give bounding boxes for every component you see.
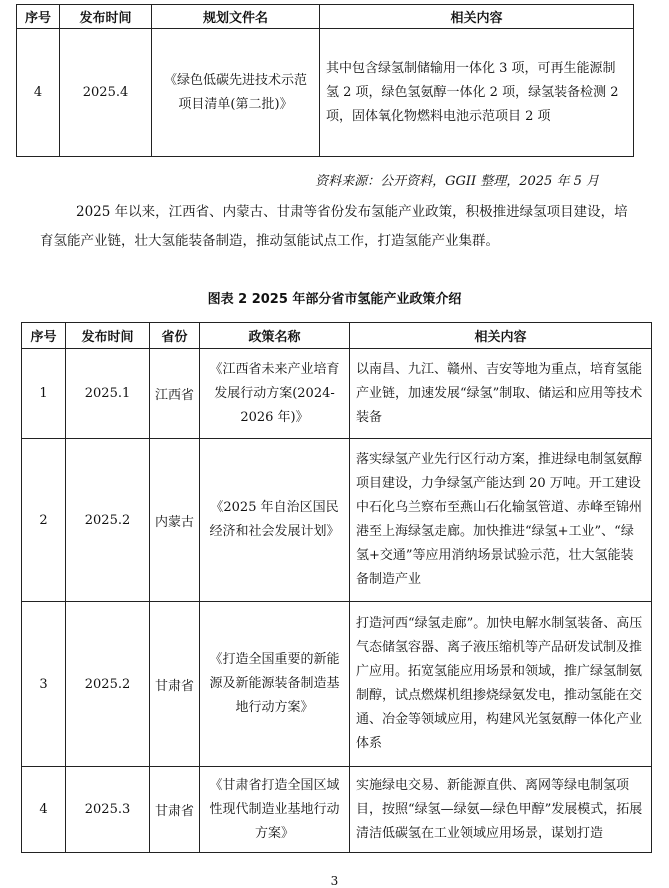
header-cell: 相关内容: [320, 5, 634, 29]
header-cell: 序号: [22, 323, 66, 349]
cell-num: 4: [17, 29, 60, 157]
cell-content: 实施绿电交易、新能源直供、离网等绿电制氢项目，按照“绿氢—绿氨—绿色甲醇”发展模式，拓展清洁低碳氢在工业领域应用场景，谋划打造: [350, 767, 652, 853]
cell-policy-name: 《2025 年自治区国民经济和社会发展计划》: [200, 439, 350, 602]
cell-province: 江西省: [150, 349, 200, 439]
table-row: [22, 602, 652, 767]
cell-content: 以南昌、九江、赣州、吉安等地为重点，培育氢能产业链，加速发展“绿氢”制取、储运和应用等技术装备: [350, 349, 652, 439]
cell-content: 其中包含绿氢制储输用一体化 3 项，可再生能源制氢 2 项，绿色氢氨醇一体化 2 项，绿氢装备检测 2 项，固体氧化物燃料电池示范项目 2 项: [320, 29, 634, 157]
cell-num: 1: [22, 349, 66, 439]
cell-province: 内蒙古: [150, 439, 200, 602]
cell-policy-name: 《甘肃省打造全国区域性现代制造业基地行动方案》: [200, 767, 350, 853]
body-paragraph: 2025 年以来，江西省、内蒙古、甘肃等省份发布氢能产业政策，积极推进绿氢项目建设，培育氢能产业链，壮大氢能装备制造，推动氢能试点工作，打造氢能产业集群。: [40, 204, 628, 249]
table-provincial-policies: [21, 322, 652, 853]
figure-caption: 图表 2 2025 年部分省市氢能产业政策介绍: [207, 292, 462, 307]
header-cell: 发布时间: [66, 323, 150, 349]
header-cell: 规划文件名: [152, 5, 320, 29]
table-row: [17, 29, 634, 157]
cell-num: 3: [22, 602, 66, 767]
header-cell: 省份: [150, 323, 200, 349]
table-row: [22, 349, 652, 439]
cell-date: 2025.1: [66, 349, 150, 439]
cell-date: 2025.2: [66, 602, 150, 767]
cell-num: 4: [22, 767, 66, 853]
cell-date: 2025.4: [60, 29, 152, 157]
header-cell: 发布时间: [60, 5, 152, 29]
cell-date: 2025.2: [66, 439, 150, 602]
header-cell: 政策名称: [200, 323, 350, 349]
table-header-row: [17, 5, 634, 29]
cell-num: 2: [22, 439, 66, 602]
table-row: [22, 767, 652, 853]
cell-content: 落实绿氢产业先行区行动方案，推进绿电制氢氨醇项目建设，力争绿氢产能达到 20 万吨。开工建设中石化乌兰察布至燕山石化输氢管道、赤峰至锦州港至上海绿氢走廊。加快推进“绿氢+工业”、“绿氢+交通”等应用消纳场景试验示范，壮大氢能装备制造产业: [350, 439, 652, 602]
table-row: [22, 439, 652, 602]
cell-province: 甘肃省: [150, 767, 200, 853]
cell-policy-name: 《打造全国重要的新能源及新能源装备制造基地行动方案》: [200, 602, 350, 767]
cell-content: 打造河西“绿氢走廊”。加快电解水制氢装备、高压气态储氢容器、离子液压缩机等产品研发试制及推广应用。拓宽氢能应用场景和领域，推广绿氢制氨制醇，试点燃煤机组掺烧绿氨发电，推动氢能在交通、冶金等领域应用，构建风光氢氨醇一体化产业体系: [350, 602, 652, 767]
cell-policy-name: 《江西省未来产业培育发展行动方案(2024-2026 年)》: [200, 349, 350, 439]
page-number: 3: [330, 874, 339, 888]
source-note: 资料来源：公开资料，GGII 整理，2025 年 5 月: [315, 174, 599, 189]
table-hydrogen-plan: [16, 4, 634, 157]
header-cell: 相关内容: [350, 323, 652, 349]
cell-date: 2025.3: [66, 767, 150, 853]
header-cell: 序号: [17, 5, 60, 29]
table-header-row: [22, 323, 652, 349]
cell-plan-name: 《绿色低碳先进技术示范项目清单(第二批)》: [152, 29, 320, 157]
cell-province: 甘肃省: [150, 602, 200, 767]
